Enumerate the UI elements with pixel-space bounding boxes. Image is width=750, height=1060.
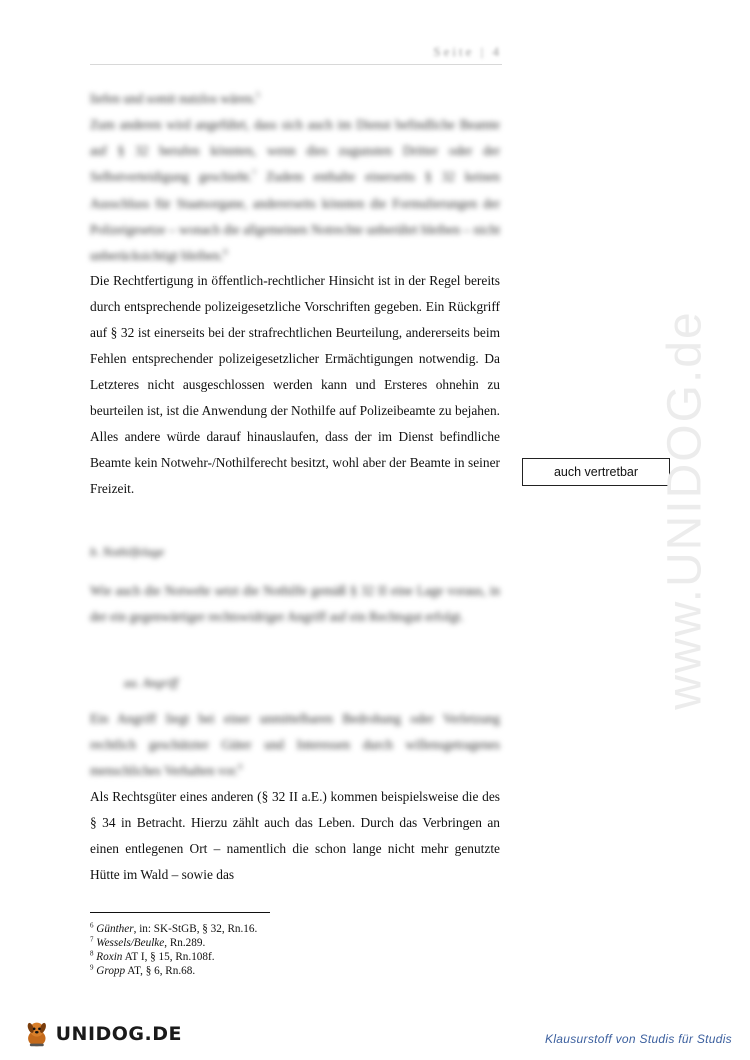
- footnote-number: 9: [90, 963, 94, 972]
- footnote-author: Günther: [96, 923, 134, 935]
- blurred-paragraph-1: [90, 86, 500, 112]
- section-heading-b: b. Nothilfelage: [90, 545, 165, 559]
- footnote-author: Gropp: [96, 965, 126, 977]
- watermark: [610, 280, 750, 740]
- footnote-number: 7: [90, 935, 94, 944]
- footnote: [90, 936, 500, 950]
- footnote-number: 6: [90, 921, 94, 930]
- margin-note: auch vertretbar: [522, 458, 670, 486]
- blurred-paragraph-2: [90, 112, 500, 269]
- footnote-ref: 8: [223, 247, 228, 257]
- main-paragraph-2: Als Rechtsgüter eines anderen (§ 32 II a.E.) kommen beispielsweise die des § 34 in Betracht. Hierzu zählt auch das Leben. Durch das Verbringen an einen entlegenen Ort – namentlich die schon lange nicht mehr genutzte Hütte im Wald – sowie das: [90, 789, 500, 882]
- footnote: [90, 950, 500, 964]
- footnote-text: AT, § 6, Rn.68.: [125, 965, 196, 977]
- page-header: [90, 40, 502, 65]
- footnote-text: AT I, § 15, Rn.108f.: [122, 951, 215, 963]
- footnote: [90, 964, 500, 978]
- footnote-text: , in: SK-StGB, § 32, Rn.16.: [133, 923, 258, 935]
- dog-mascot-icon: [22, 1017, 52, 1051]
- watermark-text: www.UNIDOG.de: [658, 310, 712, 710]
- logo-text: UNIDOG.DE: [55, 1023, 182, 1045]
- footnote-text: , Rn.289.: [164, 937, 206, 949]
- footnote-author: Wessels/Beulke: [96, 937, 165, 949]
- blurred-paragraph-3: Wie auch die Notwehr setzt die Nothilfe gemäß § 32 II eine Lage voraus, in der ein gegenwärtiger rechtswidriger Angriff auf ein Rechtsgut erfolgt.: [90, 583, 500, 625]
- page-number: Seite | 4: [433, 44, 502, 59]
- footnote: [90, 922, 500, 936]
- footnote-author: Roxin: [96, 951, 123, 963]
- blurred-text: Zum anderen wird angeführt, dass sich auch im Dienst befindliche Beamte auf § 32 berufen könnten, wenn dies zugunsten Dritter oder der Selbstverteidigung geschieht.: [90, 117, 500, 185]
- main-paragraph-1: Die Rechtfertigung in öffentlich-rechtlicher Hinsicht ist in der Regel bereits durch entsprechende polizeigesetzliche Vorschriften gegeben. Ein Rückgriff auf § 32 ist einerseits bei der strafrechtlichen Beurteilung, andererseits beim Fehlen entsprechender polizeigesetzlicher Ermächtigungen notwendig. Da Letzteres nicht ausgeschlossen werden kann und Ersteres ohnehin zu beurteilen ist, ist die Anwendung der Nothilfe auf Polizeibeamte zu bejahen. Alles andere würde darauf hinauslaufen, dass der im Dienst befindliche Beamte kein Notwehr-/Nothilferecht besitzt, wohl aber der Beamte in seiner Freizeit.: [90, 273, 500, 496]
- footnote-number: 8: [90, 949, 94, 958]
- unidog-logo[interactable]: [22, 1014, 182, 1054]
- footnotes: [90, 922, 500, 978]
- blurred-text: Zudem enthalte einerseits § 32 keinen Ausschluss für Staatsorgane, andererseits könnten die Formulierungen der Polizeigesetze – wonach die allgemeinen Notrechte unberührt bleiben – nicht unberücksichtigt bleiben.: [90, 169, 501, 264]
- footnote-divider: [90, 912, 270, 913]
- footnote-ref: 7: [252, 169, 257, 179]
- blurred-paragraph-4: [90, 706, 500, 785]
- blurred-text: liefen und somit nutzlos wären.: [90, 91, 256, 106]
- footnote-ref: 9: [238, 763, 243, 773]
- section-heading-aa: aa. Angriff: [124, 676, 178, 690]
- blurred-text: Ein Angriff liegt bei einer unmittelbaren Bedrohung oder Verletzung rechtlich geschützter Güter und Interessen durch willensgetragenes menschliches Verhalten vor.: [90, 711, 500, 779]
- footer-slogan: Klausurstoff von Studis für Studis: [545, 1032, 732, 1046]
- footnote-ref: 5: [255, 90, 260, 100]
